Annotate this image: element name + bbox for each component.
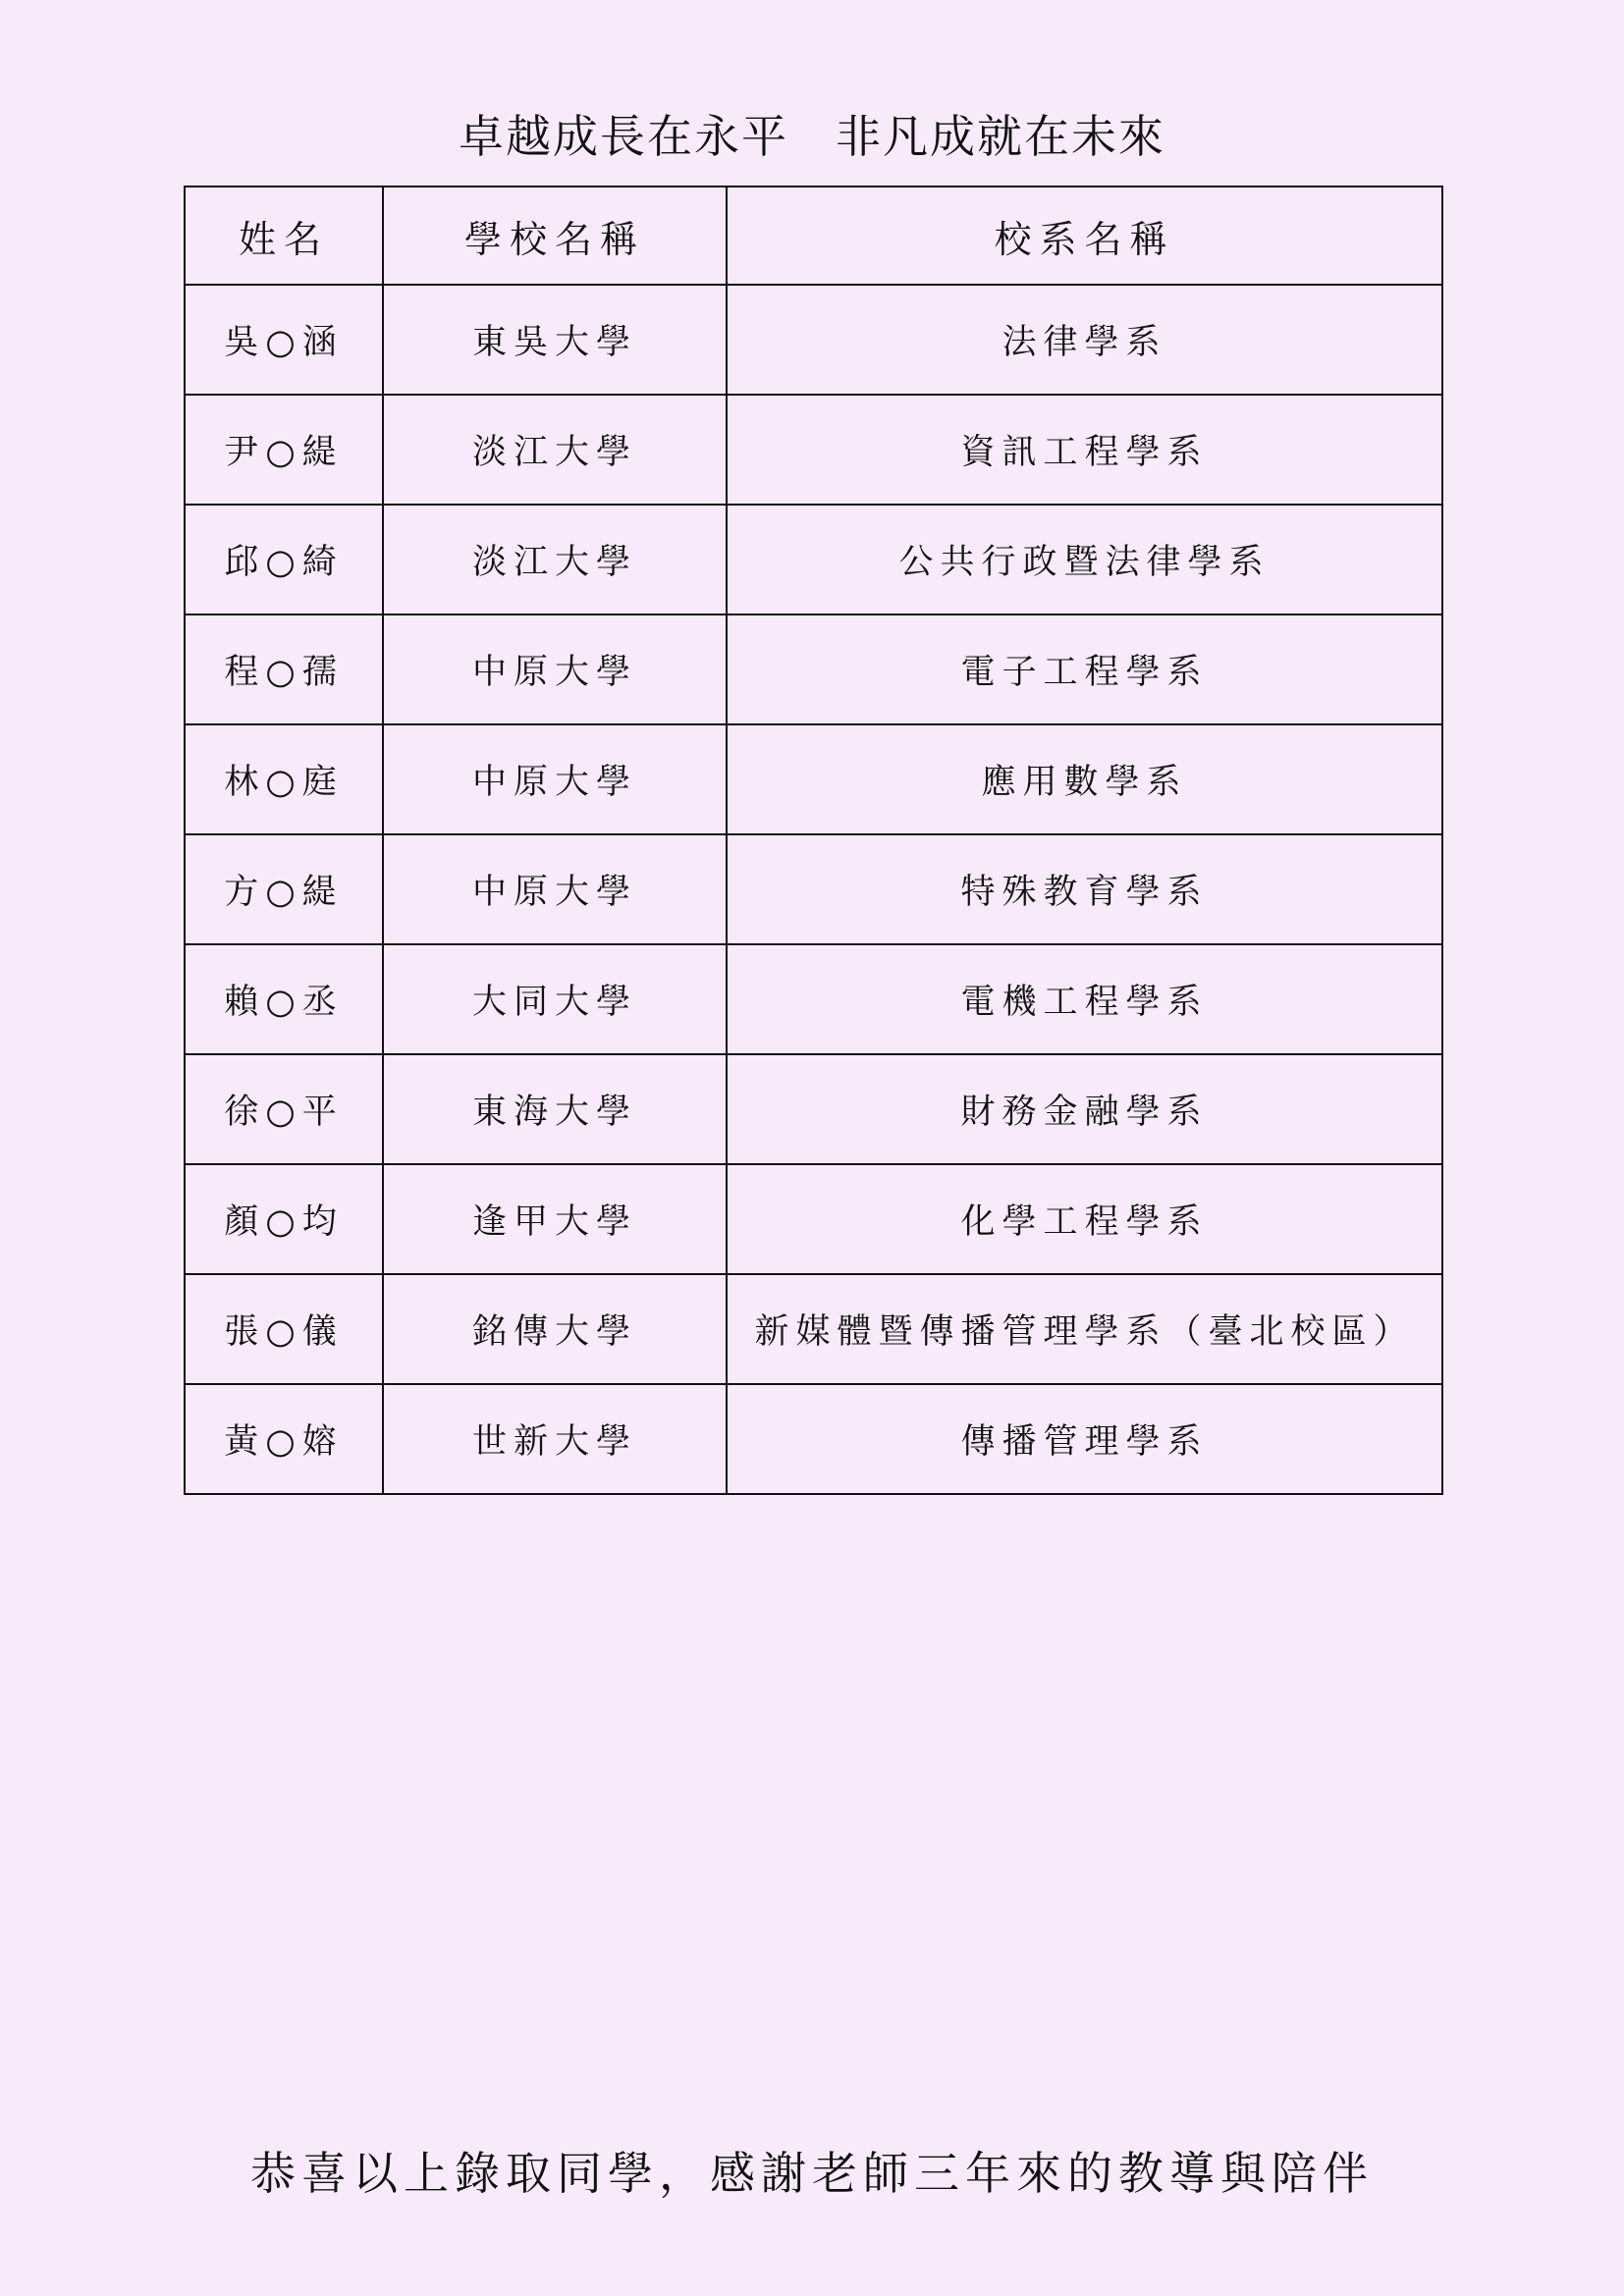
department-name: 應用數學系: [727, 724, 1442, 834]
admission-table: [184, 186, 1443, 1495]
table-row: [185, 1054, 1442, 1164]
department-name: 新媒體暨傳播管理學系（臺北校區）: [727, 1274, 1442, 1384]
student-name: 方○緹: [185, 834, 383, 944]
table-row: [185, 1164, 1442, 1274]
school-name: 淡江大學: [383, 395, 727, 505]
student-name: 林○庭: [185, 724, 383, 834]
school-name: 淡江大學: [383, 505, 727, 614]
school-name: 逢甲大學: [383, 1164, 727, 1274]
document-title: 卓越成長在永平 非凡成就在未來: [459, 110, 1165, 163]
student-name: 黃○嫆: [185, 1384, 383, 1494]
student-name: 張○儀: [185, 1274, 383, 1384]
student-name: 顏○均: [185, 1164, 383, 1274]
table-row: [185, 614, 1442, 724]
department-name: 財務金融學系: [727, 1054, 1442, 1164]
header-name: 姓名: [185, 187, 383, 285]
school-name: 東海大學: [383, 1054, 727, 1164]
student-name: 賴○丞: [185, 944, 383, 1054]
school-name: 銘傳大學: [383, 1274, 727, 1384]
table-row: [185, 1384, 1442, 1494]
student-name: 程○孺: [185, 614, 383, 724]
school-name: 中原大學: [383, 614, 727, 724]
student-name: 邱○綺: [185, 505, 383, 614]
table-row: [185, 834, 1442, 944]
school-name: 大同大學: [383, 944, 727, 1054]
school-name: 世新大學: [383, 1384, 727, 1494]
department-name: 電機工程學系: [727, 944, 1442, 1054]
table-row: [185, 1274, 1442, 1384]
header-department: 校系名稱: [727, 187, 1442, 285]
table-row: [185, 724, 1442, 834]
department-name: 資訊工程學系: [727, 395, 1442, 505]
department-name: 傳播管理學系: [727, 1384, 1442, 1494]
table-row: [185, 395, 1442, 505]
department-name: 電子工程學系: [727, 614, 1442, 724]
header-school: 學校名稱: [383, 187, 727, 285]
student-name: 吳○涵: [185, 285, 383, 395]
table-row: [185, 505, 1442, 614]
table-header-row: [185, 187, 1442, 285]
department-name: 法律學系: [727, 285, 1442, 395]
student-name: 徐○平: [185, 1054, 383, 1164]
table-row: [185, 285, 1442, 395]
department-name: 特殊教育學系: [727, 834, 1442, 944]
student-name: 尹○緹: [185, 395, 383, 505]
congratulation-footer: 恭喜以上錄取同學，感謝老師三年來的教導與陪伴: [250, 2147, 1374, 2200]
school-name: 中原大學: [383, 724, 727, 834]
school-name: 東吳大學: [383, 285, 727, 395]
table-row: [185, 944, 1442, 1054]
department-name: 化學工程學系: [727, 1164, 1442, 1274]
school-name: 中原大學: [383, 834, 727, 944]
department-name: 公共行政暨法律學系: [727, 505, 1442, 614]
